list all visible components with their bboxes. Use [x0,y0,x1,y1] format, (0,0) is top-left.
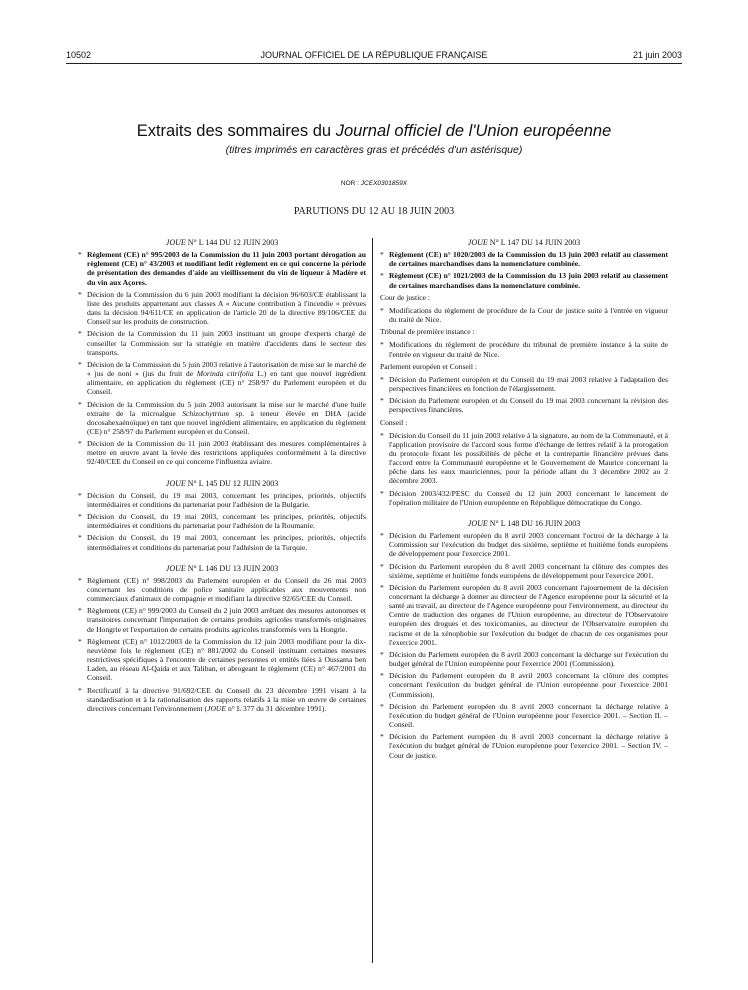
summary-entry: * Décision du Conseil, du 19 mai 2003, concernant les principes, priorités, objectifs intermédiaires et conditions du partenariat pour l'adhésion de la Turquie. [78,533,366,552]
summary-entry: * Décision du Parlement européen du 8 avril 2003 concernant la clôture des comptes concernant l'exécution du budget général de l'Union européenne pour l'exercice 2001 (Commission). [380,671,668,699]
issue-heading-l148: JOUE N° L 148 DU 16 JUIN 2003 [467,518,581,528]
summary-entry: * Décision du Parlement européen du 8 avril 2003 concernant la clôture des comptes des sixième, septième et huitième fonds européens de développement pour l'exercice 2001. [380,561,668,580]
joue-label: JOUE [467,238,488,247]
summary-entry: * Décision de la Commission du 6 juin 2003 modifiant la décision 96/603/CE établissant la liste des produits appartenant aux classes A « Aucune contribution à l'incendie » prévues dans la décision 94/611/CE en application de l'article 20 de la directive 89/106/CEE du Conseil sur les produits de construction. [78,289,366,327]
summary-entry: * Décision du Parlement européen du 8 avril 2003 concernant la décharge relative à l'exécution du budget général de l'Union européenne pour l'exercice 2001. – Section IV. – Cour de justice. [380,732,668,760]
nor-label: NOR : [340,180,361,187]
institution-heading: Parlement européen et Conseil : [380,361,478,371]
right-column [380,238,668,763]
summary-entry: * Règlement (CE) n° 1012/2003 de la Commission du 12 juin 2003 modifiant pour la dix-neuvième fois le règlement (CE) n° 881/2002 du Conseil instituant certaines mesures restrictives spécifiques à l'encontre de certaines personnes et entités liées à Oussama ben Laden, au réseau Al-Qaida et aux Taliban, et abrogeant le règlement (CE) n° 467/2001 du Conseil. [78,636,366,683]
institution-heading: Cour de justice : [380,292,430,302]
nor-code: JCEX0301859X [360,180,408,187]
summary-entry: * Décision du Conseil du 11 juin 2003 relative à la signature, au nom de la Communauté, et à l'application provisoire de l'accord sous forme d'échange de lettres relatif à la prorogation du protocole fixant les possibilités de pêche et la contrepartie financière prévues dans l'accord entre la Communauté européenne et le Gouvernement de Maurice concernant la pêche dans les eaux mauriciennes, pour la période allant du 3 décembre 2002 au 2 décembre 2003. [380,430,668,486]
summary-entry: * Règlement (CE) n° 999/2003 du Conseil du 2 juin 2003 arrêtant des mesures autonomes et transitoires concernant l'importation de certains produits agricoles transformés originaires de Hongrie et l'exportation de certains produits agricoles transformés vers la Hongrie. [78,606,366,634]
issue-heading-l146: JOUE N° L 146 DU 13 JUIN 2003 [165,563,279,573]
title-journal: Journal officiel de l'Union européenne [335,122,612,140]
title-prefix: Extraits des sommaires du [136,122,336,140]
summary-entry: * Règlement (CE) n° 998/2003 du Parlement européen et du Conseil du 26 mai 2003 concernant les conditions de police sanitaire applicables aux mouvements non commerciaux d'animaux de compagnie et modifiant la directive 92/65/CEE du Conseil. [78,575,366,604]
summary-entry: * Rectificatif à la directive 91/692/CEE du Conseil du 23 décembre 1991 visant à la standardisation et à la rationalisation des rapports relatifs à la mise en œuvre de certaines directives concernant l'environnement (JOUE n° L 377 du 31 décembre 1991). [78,685,366,713]
left-column [78,238,366,716]
issue-heading-l145: JOUE N° L 145 DU 12 JUIN 2003 [165,478,279,488]
summary-entry: * Décision du Parlement européen et du Conseil du 19 mai 2003 concernant la révision des perspectives financières. [380,396,668,415]
page-number: 10502 [66,50,92,60]
summary-entry: * Décision de la Commission du 5 juin 2003 autorisant la mise sur le marché d'une huile extraite de la microalgue Schizochytrium sp. à teneur élevée en DHA (acide docosahexaénoïque) en tant que nouvel ingrédient alimentaire, en application du règlement (CE) n° 258/97 du Parlement européen et du Conseil. [78,399,366,436]
summary-entry: * Règlement (CE) n° 995/2003 de la Commission du 11 juin 2003 portant dérogation au règlement (CE) n° 43/2003 et modifiant ledit règlement en ce qui concerne la période de présentation des demandes d'aide au vieillissement du vin de liqueur à Madère et du vin aux Açores. [78,250,366,287]
page-title [0,122,748,141]
nor-reference [0,180,748,187]
summary-entry: * Décision de la Commission du 11 juin 2003 établissant des mesures complémentaires à mettre en œuvre avant la levée des restrictions appliquées conformément à la directive 92/40/CEE du Conseil en ce qui concerne l'influenza aviaire. [78,439,366,467]
parutions-heading: PARUTIONS DU 12 AU 18 JUIN 2003 [293,206,455,217]
joue-label: JOUE [165,238,186,247]
joue-label: JOUE [165,563,186,573]
header-rule [66,63,682,64]
summary-entry: * Règlement (CE) n° 1021/2003 de la Commission du 13 juin 2003 relatif au classement de certaines marchandises dans la nomenclature combinée. [380,271,668,290]
issue-heading-l147: JOUE N° L 147 DU 14 JUIN 2003 [467,238,581,247]
institution-heading: Conseil : [380,417,408,427]
institution-heading: Tribunal de première instance : [380,327,475,337]
column-divider [372,238,373,963]
summary-entry: * Décision du Conseil, du 19 mai 2003, concernant les principes, priorités, objectifs intermédiaires et conditions du partenariat pour l'adhésion de la Bulgarie. [78,490,366,509]
summary-entry: * Décision du Parlement européen du 8 avril 2003 concernant l'ajournement de la décision concernant la décharge à donner au directeur de l'Agence européenne pour la sécurité et la santé au travail, au directeur de l'Agence européenne pour l'environnement, au directeur du Centre de traduction des organes de l'Union européenne, au directeur de l'Observatoire européen des drogues et des toxicomanies, au directeur de l'Observatoire européen du racisme et de la xénophobie sur l'exécution du budget de chacun de ces organismes pour l'exercice 2001. [380,582,668,647]
summary-entry: * Décision du Conseil, du 19 mai 2003, concernant les principes, priorités, objectifs intermédiaires et conditions du partenariat pour l'adhésion de la Roumanie. [78,512,366,531]
page-subtitle: (titres imprimés en caractères gras et précédés d'un astérisque) [225,144,523,156]
summary-entry: * Décision du Parlement européen et du Conseil du 19 mai 2003 relative à l'adaptation des perspectives financières en fonction de l'élargissement. [380,374,668,394]
summary-entry: * Modifications du règlement de procédure du tribunal de première instance à la suite de l'entrée en vigueur du traité de Nice. [380,340,668,359]
summary-entry: * Décision du Parlement européen du 8 avril 2003 concernant l'octroi de la décharge à la Commission sur l'exécution du budget des sixième, septième et huitième fonds européens de développement pour l'exercice 2001. [380,531,668,559]
summary-entry: * Décision de la Commission du 11 juin 2003 instituant un groupe d'experts chargé de conseiller la Commission sur la stratégie en matière d'accidents dans le secteur des transports. [78,329,366,357]
summary-entry: * Décision 2003/432/PESC du Conseil du 12 juin 2003 concernant le lancement de l'opération militaire de l'Union européenne en République démocratique du Congo. [380,488,668,507]
summary-entry: * Modifications du règlement de procédure de la Cour de justice suite à l'entrée en vigueur du traité de Nice. [380,305,668,325]
journal-name: JOURNAL OFFICIEL DE LA RÉPUBLIQUE FRANÇAISE [260,50,488,60]
summary-entry: * Règlement (CE) n° 1020/2003 de la Commission du 13 juin 2003 relatif au classement de certaines marchandises dans la nomenclature combinée. [380,250,668,269]
joue-label: JOUE [165,478,186,488]
issue-heading-l144: JOUE N° L 144 DU 12 JUIN 2003 [165,238,279,247]
header-date: 21 juin 2003 [632,50,682,60]
summary-entry: * Décision du Parlement européen du 8 avril 2003 concernant la décharge relative à l'exécution du budget général de l'Union européenne pour l'exercice 2001. – Section II. – Conseil. [380,701,668,730]
joue-label: JOUE [467,518,488,528]
summary-entry: * Décision de la Commission du 5 juin 2003 relative à l'autorisation de mise sur le marché de « jus de noni » (jus du fruit de Morinda citrifolia L.) en tant que nouvel ingrédient alimentaire, en application du règlement (CE) n° 258/97 du Parlement européen et du Conseil. [78,359,366,397]
summary-entry: * Décision du Parlement européen du 8 avril 2003 concernant la décharge sur l'exécution du budget général de l'Union européenne pour l'exercice 2001 (Commission). [380,649,668,669]
